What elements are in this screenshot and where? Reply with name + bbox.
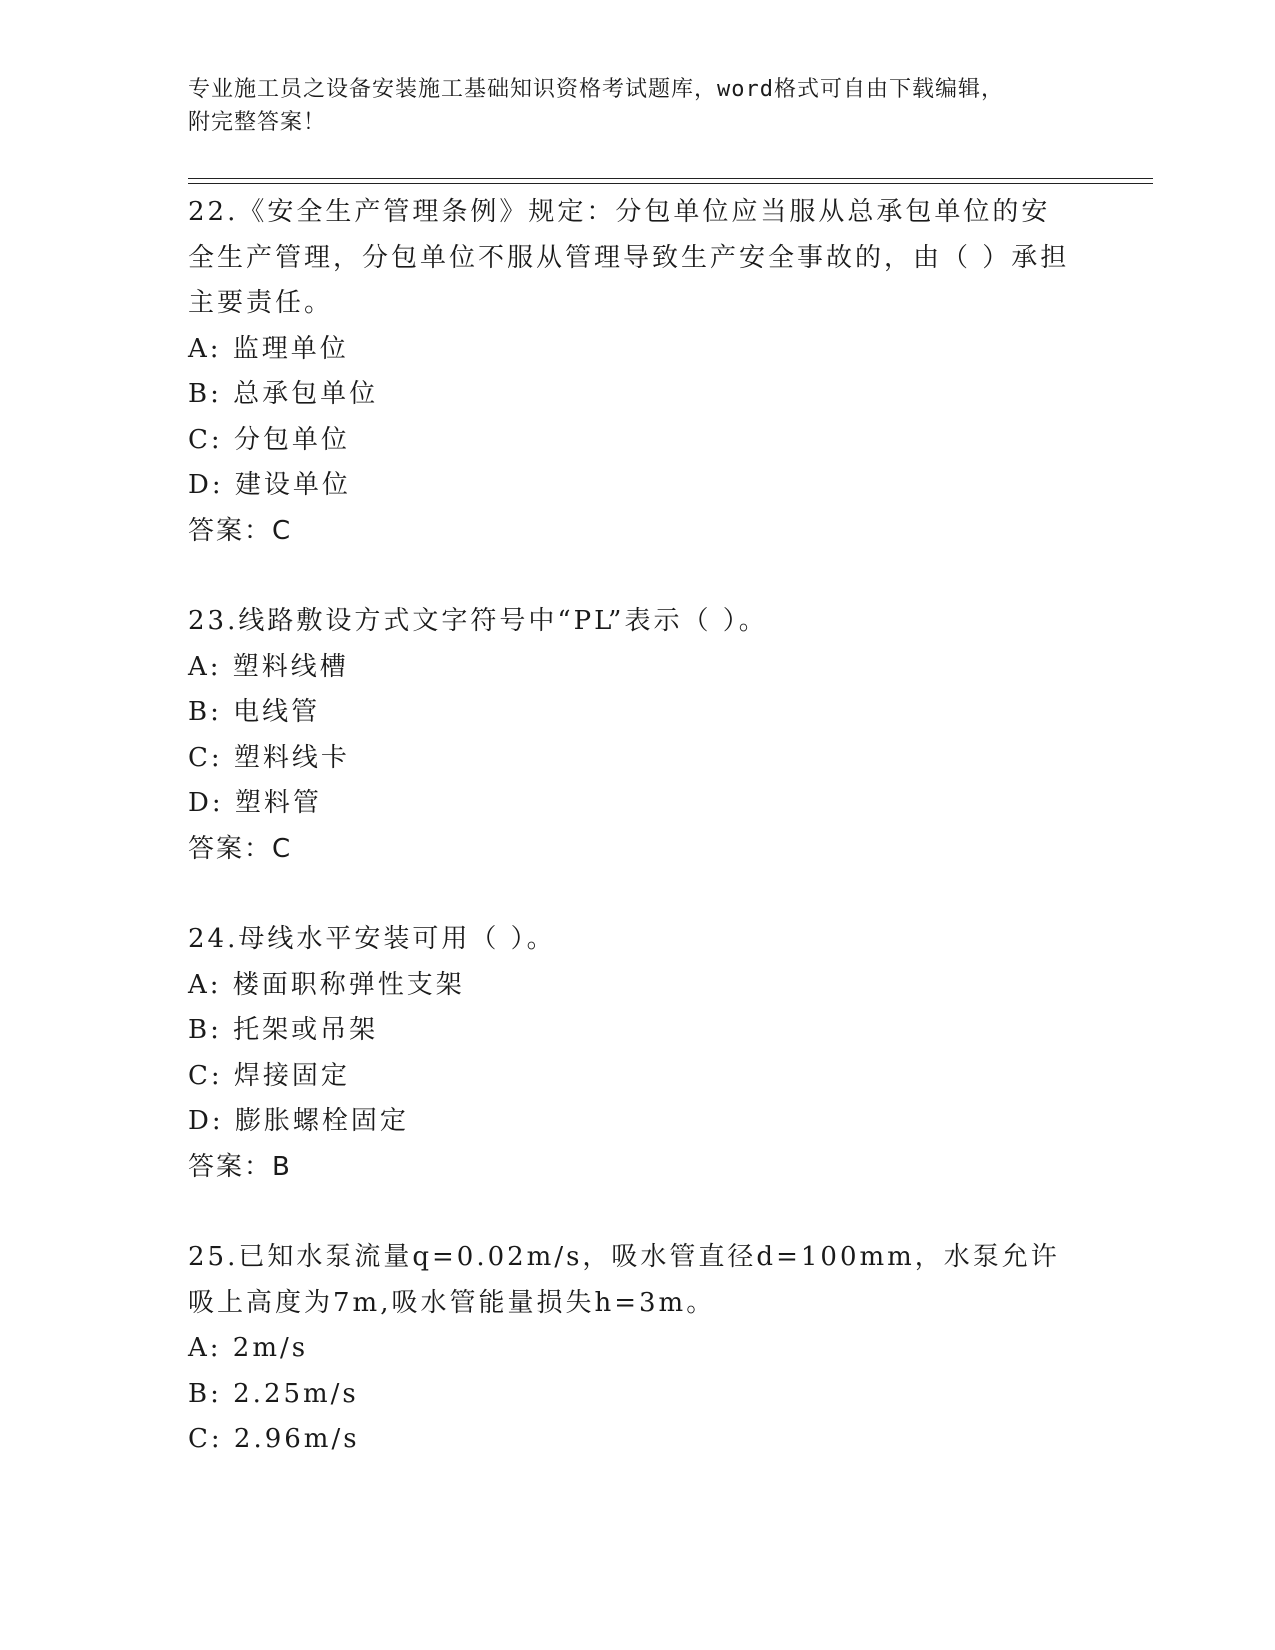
option-b: B: 总承包单位 (188, 379, 379, 409)
option-a: A: 监理单位 (188, 333, 349, 364)
question-number: 23. (188, 606, 239, 636)
option-a: A: 2m/s (188, 1333, 309, 1363)
option-d: D: 膨胀螺栓固定 (188, 1106, 409, 1136)
option-b: B: 2.25m/s (188, 1378, 359, 1409)
header-line-1: 专业施工员之设备安装施工基础知识资格考试题库，word格式可自由下载编辑， (188, 77, 1004, 102)
option-b: B: 电线管 (188, 697, 321, 727)
question-23 (188, 599, 1088, 872)
option-c: C: 塑料线卡 (188, 742, 350, 773)
question-25 (188, 1235, 1088, 1463)
question-number: 22. (188, 197, 239, 227)
question-number: 24. (188, 924, 239, 954)
question-24 (188, 917, 1088, 1190)
question-22 (188, 190, 1088, 554)
header-line-2: 附完整答案！ (188, 110, 327, 135)
header-divider-top (188, 178, 1153, 179)
question-body: 母线水平安装可用（ ）。 (238, 924, 556, 954)
option-a: A: 楼面职称弹性支架 (188, 969, 465, 1000)
option-d: D: 建设单位 (188, 470, 351, 500)
question-text (188, 917, 1078, 963)
option-c: C: 分包单位 (188, 424, 350, 455)
answer-line: 答案：B (188, 1151, 292, 1182)
answer-line: 答案：C (188, 515, 293, 546)
question-body: 线路敷设方式文字符号中“PL”表示（ ）。 (238, 606, 768, 636)
question-text (188, 599, 1078, 645)
option-c: C: 2.96m/s (188, 1424, 360, 1454)
question-body: 已知水泵流量q=0.02m/s，吸水管直径d=100mm，水泵允许吸上高度为7m,吸水管能量损失h=3m。 (188, 1242, 1060, 1318)
answer-line: 答案：C (188, 833, 293, 864)
question-text (188, 1235, 1078, 1326)
option-b: B: 托架或吊架 (188, 1015, 379, 1045)
option-c: C: 焊接固定 (188, 1060, 350, 1091)
question-number: 25. (188, 1242, 239, 1272)
question-text (188, 190, 1078, 327)
header-divider-bottom (188, 183, 1153, 184)
document-header (188, 73, 1088, 139)
question-body: 《安全生产管理条例》规定：分包单位应当服从总承包单位的安全生产管理，分包单位不服从管理导致生产安全事故的，由（ ）承担主要责任。 (188, 197, 1070, 318)
question-list (188, 190, 1088, 1508)
option-a: A: 塑料线槽 (188, 651, 349, 682)
option-d: D: 塑料管 (188, 788, 322, 818)
